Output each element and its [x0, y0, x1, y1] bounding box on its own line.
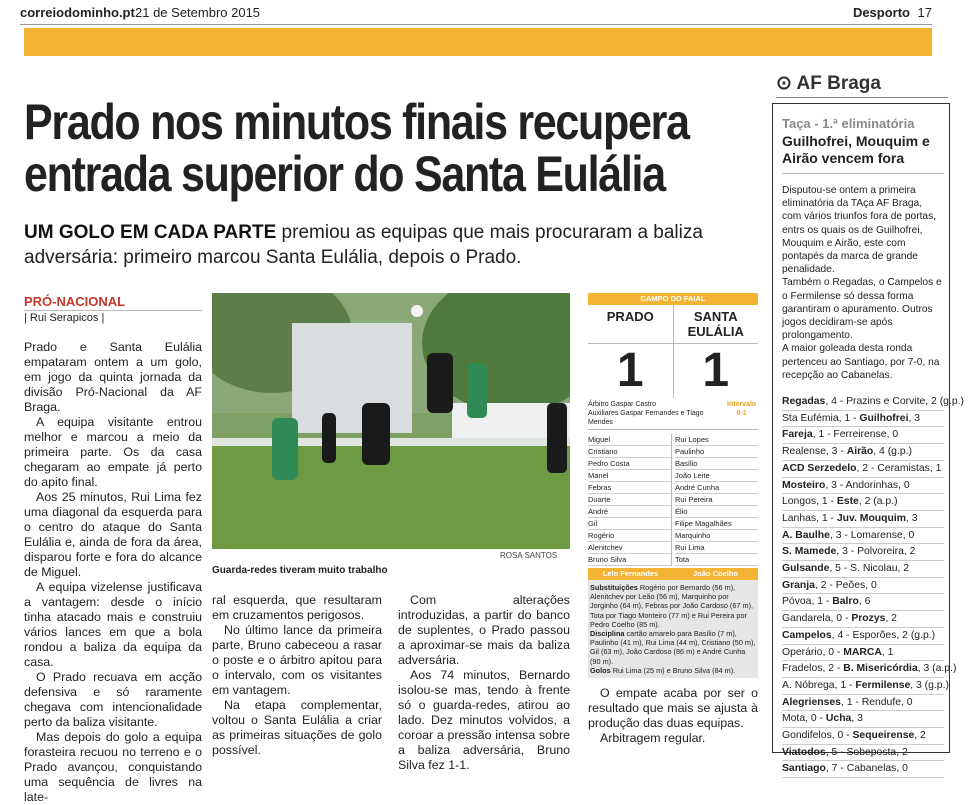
away-team: Ceramistas: [877, 462, 930, 474]
article-author: | Rui Serapicos |: [24, 312, 105, 324]
home-team: Regadas: [782, 396, 826, 407]
list-item: Cristiano: [588, 446, 671, 458]
home-team: ACD Serzedelo: [782, 462, 857, 474]
away-team: Polvoreira: [857, 546, 904, 558]
subhead-lead: UM GOLO EM CADA PARTE: [24, 222, 277, 243]
result-row: Lanhas, 1 - Juv. Mouquim, 3: [782, 511, 944, 528]
list-item: André Cunha: [675, 482, 758, 494]
away-coach: João Coelho: [692, 569, 738, 578]
home-team: A. Nóbrega: [782, 679, 835, 691]
sidebar-headline: Guilhofrei, Mouquim e Airão vencem fora: [782, 133, 930, 166]
paragraph: A equipa visitante entrou melhor e marcou a meio da primeira parte. Os da casa chegaram ao empate já perto do apito final.: [24, 415, 202, 489]
issue-date: 21 de Setembro 2015: [135, 5, 261, 20]
home-team: Gondifelos: [782, 730, 832, 742]
away-team: Balro: [832, 596, 859, 608]
list-item: Pedro Costa: [588, 458, 671, 470]
home-team: PRADO: [588, 305, 674, 343]
paragraph: O empate acaba por ser o resultado que mais se ajusta à produção das duas equipas.: [588, 686, 758, 730]
away-team: SANTA EULÁLIA: [687, 309, 744, 339]
list-item: Duarte: [588, 494, 671, 506]
discipline-label: Disciplina: [590, 629, 625, 639]
list-item: Rui Lima: [675, 542, 758, 554]
match-photo: [212, 293, 570, 549]
away-team: MARCA: [843, 646, 882, 658]
home-team: Gandarela: [782, 613, 831, 625]
subs-label: Substituições: [590, 583, 638, 592]
home-score: 1: [588, 344, 674, 398]
paragraph: Também o Regadas, o Campelos e o Fermilense só dessa forma garantiram o apuramento. Outros jogos decidiram-se após prolongamento.: [782, 277, 942, 342]
away-team: Cabanelas: [846, 763, 897, 775]
list-item: Paulinho: [675, 446, 758, 458]
home-team: Gulsande: [782, 563, 830, 575]
away-score: 1: [702, 344, 730, 397]
home-team: Granja: [782, 579, 815, 591]
home-team: Fradelos: [782, 663, 823, 675]
list-item: Filipe Magalhães: [675, 518, 758, 530]
home-team: Sta Eufémia: [782, 412, 839, 424]
referee: Árbitro Gaspar Castro: [588, 401, 657, 408]
result-row: Gulsande, 5 - S. Nicolau, 2: [782, 561, 944, 578]
article-column-4: [588, 686, 758, 746]
discipline: cartão amarelo para Basílio (7 m), Paulinho (41 m), Rui Lima (44 m), Cristiano (50 m), Gil (63 m), João Cardoso (86 m) e André Cunha (90 m).: [590, 629, 756, 666]
away-team: Airão: [846, 446, 874, 458]
result-row: Operário, 0 - MARCA, 1: [782, 645, 944, 662]
list-item: Bruno Silva: [588, 554, 671, 566]
paragraph: A equipa vizelense justificava a vantagem: desde o início tinha atacado mais e construiu vários lances em que a bola rondou a baliza da equipa da casa.: [24, 580, 202, 669]
photo-credit: ROSA SANTOS: [500, 551, 558, 560]
home-team: Fareja: [782, 429, 813, 441]
away-team: Juv. Mouquim: [836, 512, 906, 524]
result-row: Viatodos, 5 - Sobeposta, 2: [782, 745, 944, 762]
article-subhead: [24, 220, 759, 270]
article-column-2: [212, 593, 382, 758]
result-row: ACD Serzedelo, 2 - Ceramistas, 1: [782, 461, 944, 478]
list-item: Marquinho: [675, 530, 758, 542]
list-item: Rogério: [588, 530, 671, 542]
sidebar-rule: [776, 97, 948, 98]
paragraph: Aos 25 minutos, Rui Lima fez uma diagonal da esquerda para o centro do ataque do Santa Eulália e, ainda de fora da área, disparou forte e fora do alcance de Miguel.: [24, 490, 202, 579]
match-photo-illustration: [212, 293, 570, 549]
away-team: Prozys: [851, 613, 886, 625]
halftime-label: Intervalo: [727, 401, 757, 408]
home-team: Santiago: [782, 763, 826, 775]
paragraph: Prado e Santa Eulália empataram ontem a um golo, em jogo da quinta jornada da divisão Pró-Nacional da AF Braga.: [24, 340, 202, 414]
home-lineup: [588, 434, 672, 566]
away-team: Rendufe: [861, 696, 902, 708]
list-item: Élio: [675, 506, 758, 518]
away-team: Sobeposta: [846, 746, 897, 758]
match-scorebox: [588, 293, 758, 678]
list-item: Gil: [588, 518, 671, 530]
article-column-1: [24, 340, 202, 805]
article-column-3: [398, 593, 570, 773]
goals: Rui Lima (25 m) e Bruno Silva (84 m).: [610, 665, 736, 675]
away-team: Prazins e Corvite: [846, 396, 926, 407]
away-team: Esporões: [852, 629, 897, 641]
paragraph: ral esquerda, que resultaram em cruzamentos perigosos.: [212, 593, 382, 622]
substitutions: Rogério por Bernardo (56 m), Alenitchev por Leão (56 m), Marquinho por Jorginho (64 m), Febras por João Cardoso (67 m), Tota por Tiago Monteiro (77 m) e Rui Pereira por Pedro Coelho (85 m).: [590, 583, 754, 629]
match-notes: [588, 580, 758, 678]
result-row: Longos, 1 - Este, 2 (a.p.): [782, 494, 944, 511]
sidebar-title: [776, 72, 881, 95]
orange-banner: [24, 28, 932, 56]
result-row: Mosteiro, 3 - Andorinhas, 0: [782, 478, 944, 495]
paragraph: Com alterações introduzidas, a partir do banco de suplentes, o Prado passou a aproximar-se mais da baliza adversária.: [398, 593, 570, 667]
home-team: Alegrienses: [782, 696, 841, 708]
list-item: Febras: [588, 482, 671, 494]
list-item: João Leite: [675, 470, 758, 482]
result-row: Sta Eufémia, 1 - Guilhofrei, 3: [782, 411, 944, 428]
result-row: Realense, 3 - Airão, 4 (g.p.): [782, 444, 944, 461]
home-team: S. Mamede: [782, 546, 837, 558]
list-item: Alenitchev: [588, 542, 671, 554]
sidebar-divider: [782, 173, 944, 174]
paragraph: Na etapa complementar, voltou o Santa Eulália a criar as primeiras situações de golo possível.: [212, 698, 382, 757]
result-row: Alegrienses, 1 - Rendufe, 0: [782, 695, 944, 712]
list-item: Miguel: [588, 434, 671, 446]
result-row: Fareja, 1 - Ferreirense, 0: [782, 427, 944, 444]
away-team: Lomarense: [850, 529, 903, 541]
result-row: Gandarela, 0 - Prozys, 2: [782, 611, 944, 628]
list-item: André: [588, 506, 671, 518]
away-team: Sequeirense: [852, 730, 915, 742]
byline-rule: [24, 310, 202, 311]
home-coach: Lelo Fernandes: [602, 569, 659, 578]
result-row: Campelos, 4 - Esporões, 2 (g.p.): [782, 628, 944, 645]
result-row: S. Mamede, 3 - Polvoreira, 2: [782, 544, 944, 561]
away-team: B. Misericórdia: [843, 663, 918, 675]
paragraph: O Prado recuava em acção defensiva e só raramente chegava com intencionalidade perto da baliza visitante.: [24, 670, 202, 729]
paragraph: Disputou-se ontem a primeira eliminatória da TAça AF Braga, com vários triunfos fora de portas, entrs os quais os de Guilhofrei, Mouquim e Airão, este com pontapés da marca de grande penalidade.: [782, 185, 937, 276]
site-name: correiodominho.pt: [20, 5, 135, 20]
assistant-referees: Auxiliares Gaspar Fernandes e Tiago Mendes: [588, 410, 704, 426]
halftime-score: 0-1: [736, 410, 747, 417]
away-team: Ucha: [825, 713, 852, 725]
home-team: Lanhas: [782, 512, 817, 524]
home-team: Mota: [782, 713, 806, 725]
home-team: Operário: [782, 646, 823, 658]
home-team: Viatodos: [782, 746, 826, 758]
away-lineup: [675, 434, 758, 566]
list-item: Rui Pereira: [675, 494, 758, 506]
result-row: Gondifelos, 0 - Sequeirense, 2: [782, 728, 944, 745]
sidebar-title-text: AF Braga: [796, 73, 881, 94]
photo-caption: Guarda-redes tiveram muito trabalho: [212, 565, 388, 576]
paragraph: A maior goleada desta ronda pertenceu ao Santiago, por 7-0, na recepção ao Cabanelas.: [782, 343, 940, 381]
page-number: 17: [917, 5, 932, 20]
result-row: Fradelos, 2 - B. Misericórdia, 3 (a.p.): [782, 661, 944, 678]
away-team: Peões: [835, 579, 866, 591]
target-icon: ⊙: [776, 73, 797, 94]
list-item: Manel: [588, 470, 671, 482]
away-team: Ferreirense: [833, 429, 887, 441]
list-item: Rui Lopes: [675, 434, 758, 446]
home-team: Longos: [782, 496, 817, 508]
home-team: Póvoa: [782, 596, 812, 608]
paragraph: Arbitragem regular.: [600, 731, 706, 745]
sidebar-body: [782, 184, 944, 382]
paragraph: Mas depois do golo a equipa forasteira recuou no terreno e o Prado avançou, conquistando uma sequência de livres na late-: [24, 730, 202, 804]
home-team: Realense: [782, 446, 826, 458]
result-row: Regadas, 4 - Prazins e Corvite, 2 (g.p.): [782, 394, 944, 411]
away-team: Este: [836, 496, 859, 508]
result-row: Mota, 0 - Ucha, 3: [782, 711, 944, 728]
results-list: [782, 394, 964, 778]
section-name: Desporto: [852, 5, 910, 20]
home-team: Mosteiro: [782, 479, 826, 491]
article-headline: Prado nos minutos finais recupera entrada superior do Santa Eulália: [24, 94, 689, 202]
list-item: Tota: [675, 554, 758, 566]
result-row: Póvoa, 1 - Balro, 6: [782, 594, 944, 611]
away-team: Andorinhas: [845, 479, 899, 491]
home-team: A. Baulhe: [782, 529, 830, 541]
away-team: Guilhofrei: [859, 412, 909, 424]
goals-label: Golos: [590, 665, 611, 675]
result-row: A. Baulhe, 3 - Lomarense, 0: [782, 528, 944, 545]
paragraph: Aos 74 minutos, Bernardo isolou-se mas, tendo à frente só o guarda-redes, atirou ao lado. Dez minutos volvidos, a coroar a pressão intensa sobre a baliza adversária, Bruno Silva fez 1-1.: [398, 668, 570, 772]
subhead-text: premiou as equipas que mais procuraram a baliza adversária: primeiro marcou Santa Eulália, depois o Prado.: [24, 222, 703, 268]
article-section-tag: PRÓ-NACIONAL: [24, 294, 126, 309]
result-row: Granja, 2 - Peões, 0: [782, 578, 944, 595]
sidebar-kicker: Taça - 1.ª eliminatória: [782, 116, 915, 131]
home-team: Campelos: [782, 629, 832, 641]
paragraph: No último lance da primeira parte, Bruno cabeceou a rasar o poste e o árbitro apitou para o intervalo, com os visitantes em vantagem.: [212, 623, 382, 697]
result-row: Santiago, 7 - Cabanelas, 0: [782, 761, 944, 778]
venue: CAMPO DO FAIAL: [588, 293, 758, 305]
list-item: Basílio: [675, 458, 758, 470]
header-rule: [20, 24, 932, 25]
away-team: Fermilense: [855, 679, 911, 691]
away-team: S. Nicolau: [850, 563, 898, 575]
result-row: A. Nóbrega, 1 - Fermilense, 3 (g.p.): [782, 678, 944, 695]
